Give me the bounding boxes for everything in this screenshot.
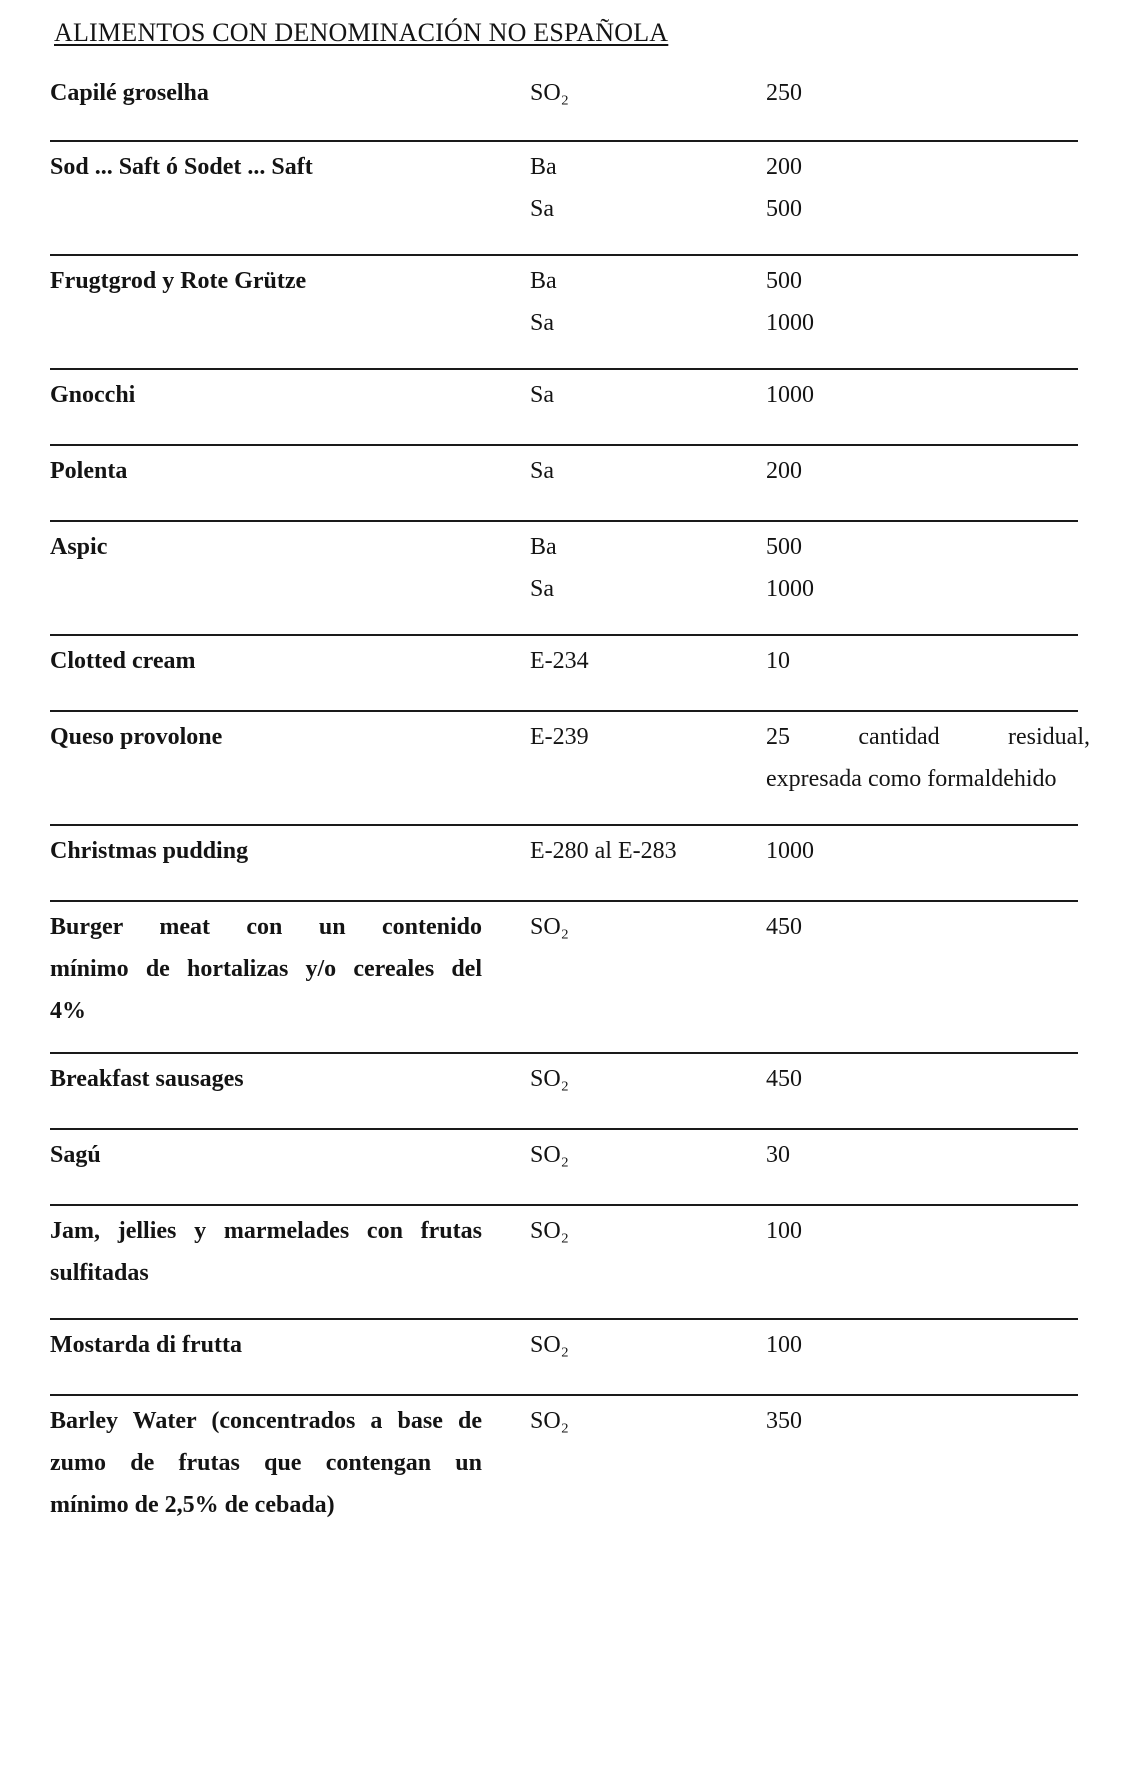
food-name: Queso provolone: [50, 724, 223, 750]
additive-cell: [530, 906, 730, 948]
max-dose-cell: [766, 1058, 1090, 1100]
row-divider: [50, 1204, 1078, 1206]
row-divider: [50, 1052, 1078, 1054]
food-name: Frugtgrod y Rote Grütze: [50, 268, 307, 294]
additive-cell: [530, 1134, 730, 1176]
row-divider: [50, 444, 1078, 446]
row-divider: [50, 140, 1078, 142]
additive-cell: [530, 526, 730, 610]
max-dose-value: 250: [766, 80, 802, 106]
food-name-line: mínimo de hortalizas y/o cereales del: [50, 956, 482, 982]
row-divider: [50, 1318, 1078, 1320]
max-dose-cell: [766, 1210, 1090, 1252]
additive-cell: [530, 716, 730, 758]
additive-code: E-234: [530, 648, 589, 674]
additive-cell: [530, 1324, 730, 1366]
additive-code: Sa: [530, 310, 554, 336]
food-name: Sod ... Saft ó Sodet ... Saft: [50, 154, 313, 180]
food-name-line: sulfitadas: [50, 1260, 149, 1286]
row-divider: [50, 368, 1078, 370]
row-divider: [50, 520, 1078, 522]
row-divider: [50, 900, 1078, 902]
additive-code: SO₂: [530, 1142, 570, 1168]
food-name: Christmas pudding: [50, 838, 249, 864]
max-dose-value: 200: [766, 154, 802, 180]
max-dose-cell: [766, 146, 1090, 230]
food-name: Mostarda di frutta: [50, 1332, 242, 1358]
max-dose-value: 350: [766, 1408, 802, 1434]
additive-cell: [530, 1400, 730, 1442]
max-dose-value: 500: [766, 268, 802, 294]
max-dose-cell: [766, 374, 1090, 416]
food-name: [50, 1210, 482, 1294]
additive-code: Sa: [530, 382, 554, 408]
row-divider: [50, 1128, 1078, 1130]
additive-cell: [530, 1058, 730, 1100]
additive-code: E-239: [530, 724, 589, 750]
food-name-line: 4%: [50, 998, 86, 1024]
additive-cell: [530, 1210, 730, 1252]
max-dose-cell: [766, 1400, 1090, 1442]
additive-code: Ba: [530, 534, 557, 560]
max-dose-cell: [766, 1324, 1090, 1366]
max-dose-value: 100: [766, 1218, 802, 1244]
additive-cell: [530, 72, 730, 114]
additive-code: E-280 al E-283: [530, 838, 677, 864]
max-dose-line: 25 cantidad residual,: [766, 724, 1090, 750]
food-name: [50, 1400, 482, 1526]
max-dose-value: 1000: [766, 382, 814, 408]
max-dose-cell: [766, 830, 1090, 872]
additive-code: SO₂: [530, 1066, 570, 1092]
additive-code: Ba: [530, 268, 557, 294]
additive-code: SO₂: [530, 1408, 570, 1434]
additive-code: Sa: [530, 458, 554, 484]
additive-cell: [530, 146, 730, 230]
food-name-line: Burger meat con un contenido: [50, 914, 482, 940]
additive-code: Ba: [530, 154, 557, 180]
food-name-line: Barley Water (concentrados a base de: [50, 1408, 482, 1434]
additive-code: SO₂: [530, 1218, 570, 1244]
max-dose-value: 30: [766, 1142, 790, 1168]
max-dose-value: 500: [766, 196, 802, 222]
additive-code: SO₂: [530, 80, 570, 106]
row-divider: [50, 710, 1078, 712]
additive-cell: [530, 260, 730, 344]
max-dose-cell: [766, 906, 1090, 948]
max-dose-value: 1000: [766, 310, 814, 336]
row-divider: [50, 824, 1078, 826]
max-dose-line: expresada como formaldehido: [766, 766, 1057, 792]
food-name-line: zumo de frutas que contengan un: [50, 1450, 482, 1476]
additive-code: Sa: [530, 196, 554, 222]
max-dose-value: 1000: [766, 576, 814, 602]
additive-cell: [530, 374, 730, 416]
additive-code: SO₂: [530, 914, 570, 940]
max-dose-cell: [766, 450, 1090, 492]
max-dose-value: 100: [766, 1332, 802, 1358]
max-dose-cell: [766, 1134, 1090, 1176]
max-dose-value: 500: [766, 534, 802, 560]
additive-cell: [530, 640, 730, 682]
max-dose-cell: [766, 640, 1090, 682]
additive-cell: [530, 450, 730, 492]
food-name: Gnocchi: [50, 382, 136, 408]
additive-code: Sa: [530, 576, 554, 602]
food-name-line: Jam, jellies y marmelades con frutas: [50, 1218, 482, 1244]
max-dose-value: 200: [766, 458, 802, 484]
document-heading: ALIMENTOS CON DENOMINACIÓN NO ESPAÑOLA: [54, 18, 669, 47]
food-name: [50, 906, 482, 1032]
max-dose-cell: [766, 716, 1090, 800]
food-name: Polenta: [50, 458, 128, 484]
food-name: Breakfast sausages: [50, 1066, 244, 1092]
max-dose-cell: [766, 260, 1090, 344]
max-dose-value: 450: [766, 914, 802, 940]
max-dose-value: 450: [766, 1066, 802, 1092]
food-name: Aspic: [50, 534, 108, 560]
row-divider: [50, 254, 1078, 256]
additive-cell: [530, 830, 730, 872]
food-name-line: mínimo de 2,5% de cebada): [50, 1492, 335, 1518]
additive-code: SO₂: [530, 1332, 570, 1358]
row-divider: [50, 1394, 1078, 1396]
max-dose-cell: [766, 72, 1090, 114]
food-name: Sagú: [50, 1142, 101, 1168]
food-name: Capilé groselha: [50, 80, 209, 106]
max-dose-value: 1000: [766, 838, 814, 864]
row-divider: [50, 634, 1078, 636]
max-dose-value: 10: [766, 648, 790, 674]
max-dose-cell: [766, 526, 1090, 610]
food-name: Clotted cream: [50, 648, 196, 674]
